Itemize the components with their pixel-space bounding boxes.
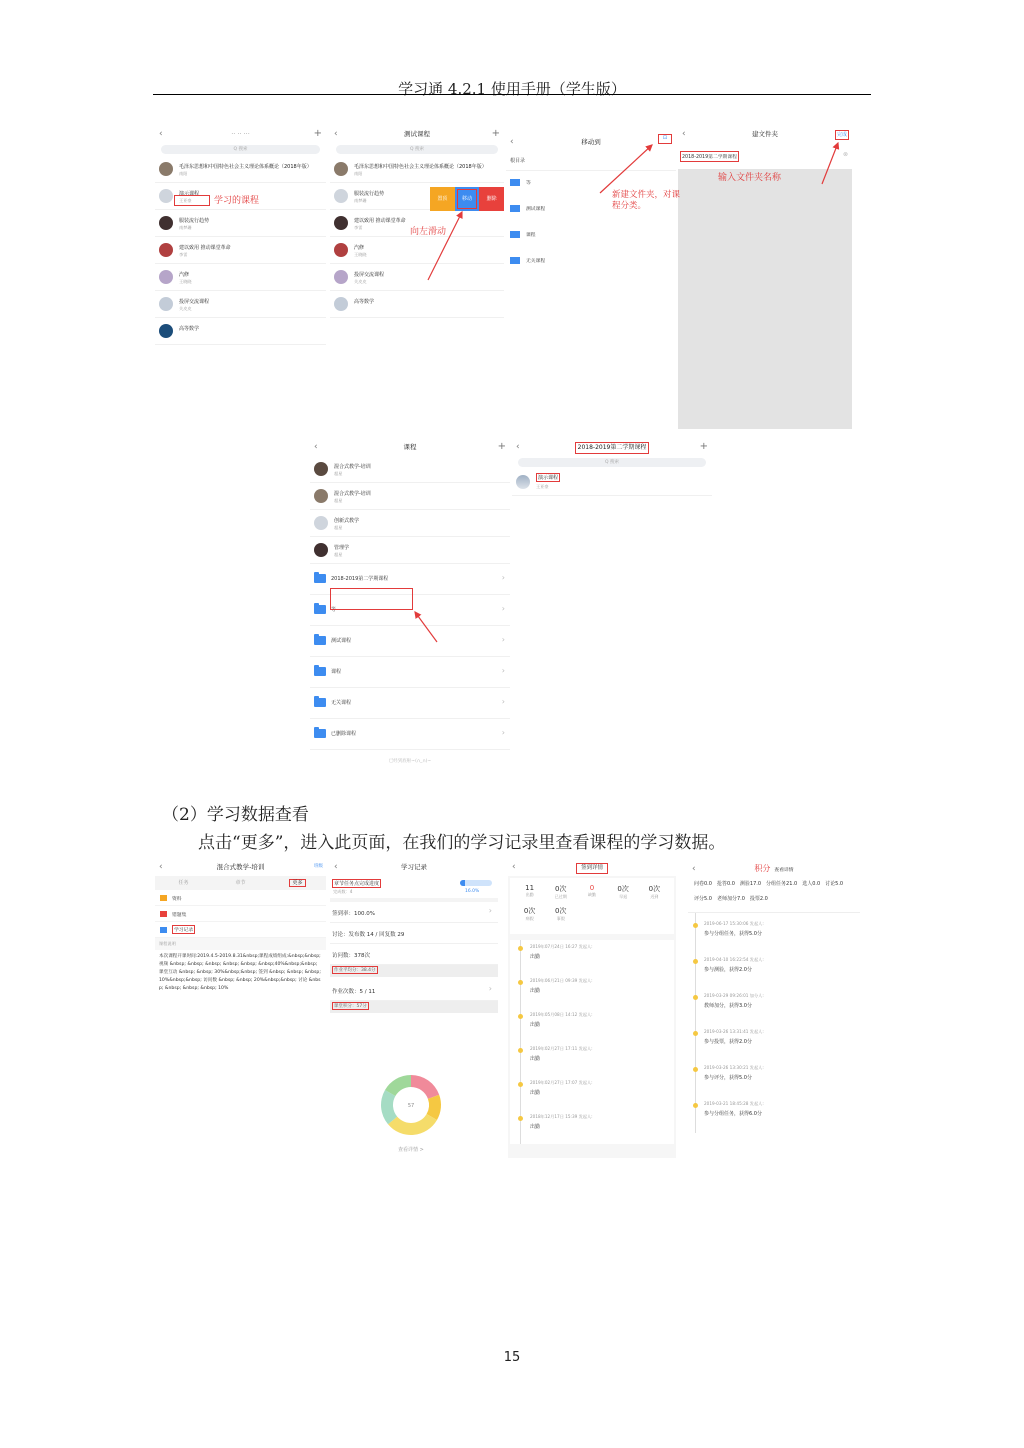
points-summary-item: 测验17.0 [739,881,762,887]
list-item[interactable]: 管理学 超星 [310,537,510,564]
checkin-record: 2019年06月21日 09:39 发起人: 出勤 [510,974,674,1008]
screen-title: 课程 [403,443,417,451]
donut-center: 57 [407,1103,415,1109]
chevron-right-icon: › [488,906,492,915]
list-item[interactable]: 高等数学 [330,291,504,318]
menu-item[interactable]: 学习记录 [155,922,326,938]
add-icon[interactable]: + [313,128,322,139]
record-row[interactable]: 签到率：100.0% › [330,902,498,923]
error-book-icon [160,911,167,917]
list-item[interactable]: 汽修 王晓晓 [155,264,326,291]
screen-title: 建文件夹 [752,130,778,138]
screen-title: 测试课程 [404,130,430,138]
screen-points [688,860,860,1150]
chevron-right-icon: › [501,573,505,582]
screen-title: 移动到 [581,138,601,146]
folder-item[interactable]: 课程 [506,223,676,249]
timeline-dot [693,1031,698,1036]
add-icon[interactable]: + [699,441,708,452]
points-summary-item: 选人0.0 [802,881,821,887]
record-row[interactable]: 访问数：378次 [330,944,498,965]
move-button[interactable]: 移动 [455,187,480,211]
back-icon[interactable]: ‹ [510,137,514,147]
screen-title: 混合式教学-培训 [216,863,265,871]
folder-item[interactable]: 已删除课程 › [310,719,510,750]
points-summary [688,878,860,913]
timeline-dot [518,1014,523,1019]
screen-title: 积分 [754,864,771,873]
timeline-dot [518,1048,523,1053]
folder-item[interactable]: 测试课程 [506,197,676,223]
chevron-right-icon: › [501,728,505,737]
record-row[interactable]: 作业平均分：38.4分 [330,965,498,977]
timeline-dot [693,959,698,964]
stat-cell: 0次 事假 [555,907,567,921]
stat-cell: 0次 已过期 [554,885,567,899]
list-footer: 已经到底啦~(∩_∩)~ [388,759,432,764]
list-item[interactable]: 投屏交流课程 关皮皮 [155,291,326,318]
section-heading: （2）学习数据查看 [162,805,309,825]
list-item[interactable]: 创新式教学 超星 [310,510,510,537]
checkin-record: 2019年05月08日 14:12 发起人: 出勤 [510,1008,674,1042]
points-summary-item: 讨论5.0 [825,881,844,887]
record-icon [160,927,167,933]
timeline-dot [518,946,523,951]
chevron-right-icon: › [488,984,492,993]
record-row[interactable]: 作业次数：5 / 11 › [330,980,498,1001]
page-number: 15 [503,1350,521,1365]
annotation-folder-name: 输入文件夹名称 [718,173,782,183]
folder-name-input[interactable]: 2018-2019第二学期课程 [680,151,739,162]
timeline-dot [518,1082,523,1087]
back-icon[interactable]: ‹ [334,862,338,872]
points-summary-item: 评分5.0 [694,896,712,902]
menu-item[interactable]: 资料 [155,890,326,906]
points-record: 2019-06-17 15:30:06 发起人: 参与分组任务，获得5.0分 [688,917,860,953]
screen-course-more [155,858,326,1028]
search-input[interactable]: Q 搜索 [518,458,706,467]
class-link[interactable]: 班级 [314,864,323,869]
chevron-right-icon: › [501,697,505,706]
stat-cell: 0次 早退 [617,885,629,899]
screen-learning-record [330,858,498,1158]
list-item[interactable]: 服装流行趋势 南梦珊 [155,210,326,237]
new-folder-icon[interactable]: ⊡ [658,134,672,144]
add-icon[interactable]: + [497,441,506,452]
screen-title: 学习记录 [401,863,427,871]
page-header: 学习通 4.2.1 使用手册（学生版） [398,80,626,98]
points-summary-item: 分组任务21.0 [766,881,798,887]
points-summary-item: 老师加分7.0 [716,896,745,902]
list-item[interactable]: 投屏交流课程 关皮皮 [330,264,504,291]
stat-cell: 0次 迟到 [648,885,661,899]
timeline-dot [693,1103,698,1108]
folder-item[interactable]: 测试课程 › [310,626,510,657]
points-record: 2019-03-26 13:31:41 发起人: 参与投票，获得2.0分 [688,1025,860,1061]
record-row[interactable]: 课堂积分：57分 [330,1001,498,1013]
points-record: 2019-03-21 18:45:28 发起人: 参与分组任务，获得6.0分 [688,1097,860,1133]
points-record: 2019-03-29 09:26:01 加分人: 教师加分，获得3.0分 [688,989,860,1025]
back-icon[interactable]: ‹ [159,862,163,872]
back-icon[interactable]: ‹ [159,129,163,139]
score-donut [350,1043,470,1153]
tab-more[interactable]: 更多 [289,879,305,887]
view-details-link[interactable]: 查看详情 [774,868,794,873]
stat-cell: 11 出勤 [525,884,535,897]
timeline-dot [518,980,523,985]
done-button[interactable]: 完成 [836,132,847,138]
screen-title: ·· ·· ··· [231,130,250,138]
checkin-record: 2019年02月27日 17:07 发起人: 出勤 [510,1076,674,1110]
pin-button[interactable]: 置顶 [430,187,455,211]
more-menu [155,890,326,938]
record-row[interactable]: 讨论：发布数 14 / 回复数 29 [330,923,498,944]
list-item[interactable]: 建以致用 推动课堂革命 李雷 [155,237,326,264]
chevron-right-icon: › [501,666,505,675]
list-item[interactable]: 毛泽东思想和中国特色社会主义理论体系概论（2018年版） 南阳 [155,156,326,183]
section-paragraph: 点击“更多”，进入此页面，在我们的学习记录里查看课程的学习数据。 [198,833,726,853]
file-icon [160,895,167,901]
timeline-dot [518,1116,523,1121]
search-input[interactable]: Q 搜索 [161,145,320,154]
record-rows [330,902,498,1013]
list-item[interactable]: 建以致用 推动课堂革命 李雷 [330,210,504,237]
checkin-record: 2018年12月17日 15:39 发起人: 出勤 [510,1110,674,1144]
list-item[interactable]: 高等数学 [155,318,326,345]
progress-bar [460,880,492,886]
list-item[interactable]: 服装流行趋势 南梦珊 [330,183,504,210]
points-record: 2019-04-10 16:22:54 发起人: 参与测验，获得2.0分 [688,953,860,989]
back-icon[interactable]: ‹ [692,864,696,874]
list-item[interactable]: 演示课程 王亚豪 [512,469,712,496]
checkin-record: 2019年07月24日 16:27 发起人: 出勤 [510,940,674,974]
folder-item[interactable]: 无关课程 [506,249,676,275]
points-summary-item: 抢答0.0 [716,881,735,887]
course-note: 本次课程开课时间:2019.4.5-2019.8.31&nbsp;课程成绩组成:&nbsp;&nbsp;视频 &nbsp; &nbsp; &nbsp; &nbsp; &nbsp; &nbsp;40%&nbsp;&nbsp; 课堂互动 &nbsp; &nbsp; 30%&nbsp;&nbsp; 签到 &nbsp; &nbsp; &nbsp; 10%&nbsp;&nbsp; 访问数 &nbsp; &nbsp; 20%&nbsp;&nbsp; 讨论 &nbsp; &nbsp; &nbsp; &nbsp; 10% [159,954,321,991]
tab-bar [155,876,326,890]
points-summary-item: 投票2.0 [749,896,768,902]
folder-item[interactable]: 等 › [310,595,510,626]
points-summary-item: 问卷0.0 [694,881,712,887]
list-item[interactable]: 毛泽东思想和中国特色社会主义理论体系概论（2018年版） 南阳 [330,156,504,183]
note-title: 课程说明 [155,938,326,950]
stat-cell: 0 缺勤 [587,884,596,897]
list-item[interactable]: 汽修 王晓晓 [330,237,504,264]
back-icon[interactable]: ‹ [334,129,338,139]
checkin-stats [510,878,674,934]
chevron-right-icon: › [501,635,505,644]
details-link[interactable]: 查看详情 > [398,1147,424,1153]
timeline-dot [693,1067,698,1072]
back-icon[interactable]: ‹ [314,442,318,452]
root-directory[interactable]: 根目录 [506,151,676,171]
timeline-dot [693,923,698,928]
checkin-records [510,940,674,1144]
folder-item[interactable]: 等 [506,171,676,197]
screen-title: 签到详情 [576,863,608,874]
stat-cell: 0次 病假 [523,907,536,921]
add-icon[interactable]: + [491,128,500,139]
checkin-record: 2019年02月27日 17:11 发起人: 出勤 [510,1042,674,1076]
annotation-new-folder: 新建文件夹，对课程分类。 [612,190,681,211]
progress-label: 章节任务点完成进度 [334,881,380,887]
folder-item[interactable]: 无关课程 › [310,688,510,719]
screen-checkin-details [508,858,676,1158]
tab-chapters[interactable]: 章节 [235,880,246,886]
clear-icon[interactable]: ⊗ [842,151,848,158]
list-item[interactable]: 混合式教学-培训 超星 [310,483,510,510]
chevron-right-icon: › [501,604,505,613]
screen-title: 2018-2019第二学期课程 [575,442,650,454]
back-icon[interactable]: ‹ [682,129,686,139]
donut-slice [411,1075,439,1099]
menu-item[interactable]: 错题集 [155,906,326,922]
delete-button[interactable]: 删除 [479,187,504,211]
progress-block[interactable]: 章节任务点完成进度 完成数：4 16.0% [330,876,498,902]
points-record: 2019-03-26 13:30:21 发起人: 参与评分，获得5.0分 [688,1061,860,1097]
list-item[interactable]: 混合式教学-培训 超星 [310,456,510,483]
back-icon[interactable]: ‹ [512,862,516,872]
timeline-dot [693,995,698,1000]
progress-fill [460,880,465,886]
annotation-swipe-left: 向左滑动 [410,227,447,237]
tab-tasks[interactable]: 任务 [178,880,189,886]
folder-item[interactable]: 课程 › [310,657,510,688]
list-item[interactable]: 演示课程 王亚豪 [155,183,326,210]
folder-item[interactable]: 2018-2019第二学期课程 › [310,564,510,595]
points-records [688,913,860,1133]
annotation-learning-courses: 学习的课程 [214,196,260,206]
search-input[interactable]: Q 搜索 [336,145,498,154]
back-icon[interactable]: ‹ [516,442,520,452]
